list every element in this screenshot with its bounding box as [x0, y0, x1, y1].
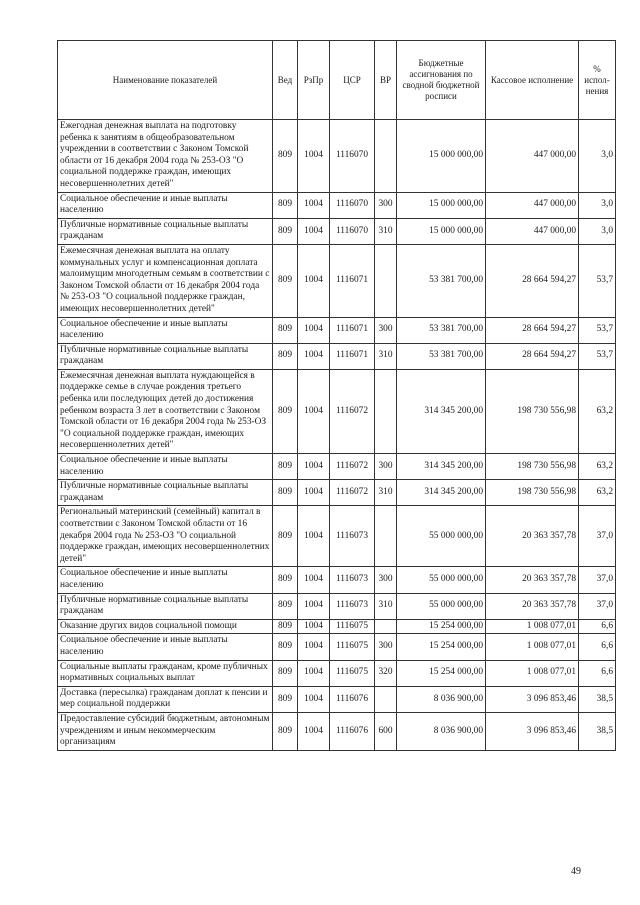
cell-rzpr: 1004: [298, 120, 330, 193]
cell-csr: 1116073: [330, 593, 375, 619]
cell-assignments: 314 345 200,00: [397, 369, 486, 453]
cell-percent: 6,6: [579, 660, 616, 686]
cell-rzpr: 1004: [298, 343, 330, 369]
cell-cash-execution: 1 008 077,01: [486, 634, 579, 660]
table-row: [58, 120, 616, 193]
cell-rzpr: 1004: [298, 660, 330, 686]
cell-assignments: 53 381 700,00: [397, 317, 486, 343]
cell-ved: 809: [273, 218, 298, 244]
cell-vr: 310: [375, 343, 397, 369]
cell-csr: 1116070: [330, 192, 375, 218]
table-row: [58, 634, 616, 660]
cell-name: Социальное обеспечение и иные выплаты населению: [58, 454, 273, 480]
cell-percent: 37,0: [579, 567, 616, 593]
cell-ved: 809: [273, 454, 298, 480]
cell-percent: 37,0: [579, 593, 616, 619]
cell-percent: 63,2: [579, 480, 616, 506]
table-row: [58, 567, 616, 593]
cell-percent: 3,0: [579, 120, 616, 193]
cell-ved: 809: [273, 712, 298, 750]
cell-assignments: 15 254 000,00: [397, 634, 486, 660]
cell-percent: 6,6: [579, 634, 616, 660]
cell-csr: 1116075: [330, 619, 375, 634]
cell-assignments: 15 254 000,00: [397, 619, 486, 634]
table-row: [58, 218, 616, 244]
budget-table-sheet: [57, 40, 615, 751]
table-row: [58, 480, 616, 506]
cell-assignments: 314 345 200,00: [397, 480, 486, 506]
cell-ved: 809: [273, 634, 298, 660]
cell-ved: 809: [273, 343, 298, 369]
cell-ved: 809: [273, 192, 298, 218]
cell-name: Ежемесячная денежная выплата нуждающейся в поддержке семье в случае рождения третьего ребенка или последующих детей до достижения ребенком возраста 3 лет в соответствии с Законом Томской области от 16 декабря 2004 года № 253-ОЗ "О социальной поддержке граждан, имеющих несовершеннолетних детей": [58, 369, 273, 453]
cell-percent: 63,2: [579, 369, 616, 453]
cell-ved: 809: [273, 567, 298, 593]
cell-cash-execution: 20 363 357,78: [486, 567, 579, 593]
cell-assignments: 15 000 000,00: [397, 120, 486, 193]
table-row: [58, 244, 616, 317]
cell-cash-execution: 198 730 556,98: [486, 480, 579, 506]
cell-ved: 809: [273, 120, 298, 193]
cell-cash-execution: 447 000,00: [486, 218, 579, 244]
cell-cash-execution: 447 000,00: [486, 192, 579, 218]
table-row: [58, 593, 616, 619]
cell-vr: 300: [375, 567, 397, 593]
cell-name: Оказание других видов социальной помощи: [58, 619, 273, 634]
cell-ved: 809: [273, 369, 298, 453]
cell-rzpr: 1004: [298, 686, 330, 712]
cell-csr: 1116071: [330, 343, 375, 369]
cell-csr: 1116072: [330, 480, 375, 506]
cell-ved: 809: [273, 506, 298, 567]
cell-ved: 809: [273, 244, 298, 317]
cell-assignments: 8 036 900,00: [397, 686, 486, 712]
cell-rzpr: 1004: [298, 244, 330, 317]
cell-assignments: 15 254 000,00: [397, 660, 486, 686]
cell-csr: 1116076: [330, 712, 375, 750]
cell-name: Ежегодная денежная выплата на подготовку ребенка к занятиям в общеобразовательном учреждении в соответствии с Законом Томской области от 16 декабря 2004 года № 253-ОЗ "О социальной поддержке граждан, имеющих несовершеннолетних детей": [58, 120, 273, 193]
cell-cash-execution: 3 096 853,46: [486, 712, 579, 750]
cell-assignments: 55 000 000,00: [397, 567, 486, 593]
table-row: [58, 454, 616, 480]
table-row: [58, 343, 616, 369]
cell-percent: 3,0: [579, 192, 616, 218]
cell-name: Доставка (пересылка) гражданам доплат к пенсии и мер социальной поддержки: [58, 686, 273, 712]
cell-rzpr: 1004: [298, 567, 330, 593]
cell-rzpr: 1004: [298, 192, 330, 218]
cell-vr: 310: [375, 480, 397, 506]
cell-vr: 600: [375, 712, 397, 750]
cell-percent: 53,7: [579, 317, 616, 343]
cell-vr: [375, 369, 397, 453]
budget-execution-table: [57, 40, 616, 751]
cell-name: Социальное обеспечение и иные выплаты населению: [58, 192, 273, 218]
cell-assignments: 55 000 000,00: [397, 593, 486, 619]
header-ved: Вед: [273, 41, 298, 120]
cell-name: Ежемесячная денежная выплата на оплату коммунальных услуг и компенсационная доплата малоимущим многодетным семьям в соответствии с Законом Томской области от 16 декабря 2004 года № 253-ОЗ "О социальной поддержке граждан, имеющих несовершеннолетних детей": [58, 244, 273, 317]
table-body: [58, 120, 616, 751]
cell-rzpr: 1004: [298, 454, 330, 480]
table-row: [58, 619, 616, 634]
cell-vr: 300: [375, 317, 397, 343]
cell-csr: 1116071: [330, 244, 375, 317]
cell-name: Социальное обеспечение и иные выплаты населению: [58, 567, 273, 593]
cell-csr: 1116073: [330, 567, 375, 593]
cell-cash-execution: 20 363 357,78: [486, 506, 579, 567]
cell-cash-execution: 28 664 594,27: [486, 343, 579, 369]
cell-cash-execution: 447 000,00: [486, 120, 579, 193]
header-vr: ВР: [375, 41, 397, 120]
cell-rzpr: 1004: [298, 218, 330, 244]
cell-rzpr: 1004: [298, 369, 330, 453]
cell-percent: 63,2: [579, 454, 616, 480]
cell-percent: 53,7: [579, 244, 616, 317]
table-header-row: [58, 41, 616, 120]
cell-csr: 1116071: [330, 317, 375, 343]
cell-rzpr: 1004: [298, 593, 330, 619]
table-row: [58, 317, 616, 343]
table-row: [58, 712, 616, 750]
cell-name: Публичные нормативные социальные выплаты гражданам: [58, 480, 273, 506]
cell-csr: 1116072: [330, 454, 375, 480]
cell-rzpr: 1004: [298, 506, 330, 567]
cell-vr: 320: [375, 660, 397, 686]
cell-assignments: 8 036 900,00: [397, 712, 486, 750]
cell-vr: [375, 506, 397, 567]
cell-csr: 1116070: [330, 120, 375, 193]
cell-name: Социальное обеспечение и иные выплаты населению: [58, 317, 273, 343]
cell-csr: 1116076: [330, 686, 375, 712]
cell-cash-execution: 198 730 556,98: [486, 454, 579, 480]
cell-name: Публичные нормативные социальные выплаты гражданам: [58, 593, 273, 619]
cell-csr: 1116075: [330, 634, 375, 660]
cell-vr: 300: [375, 454, 397, 480]
cell-csr: 1116072: [330, 369, 375, 453]
cell-percent: 37,0: [579, 506, 616, 567]
header-csr: ЦСР: [330, 41, 375, 120]
cell-vr: [375, 686, 397, 712]
cell-cash-execution: 28 664 594,27: [486, 317, 579, 343]
cell-cash-execution: 3 096 853,46: [486, 686, 579, 712]
table-row: [58, 660, 616, 686]
table-row: [58, 686, 616, 712]
cell-percent: 53,7: [579, 343, 616, 369]
cell-name: Региональный материнский (семейный) капитал в соответствии с Законом Томской области от 16 декабря 2004 года № 253-ОЗ "О социальной поддержке граждан, имеющих несовершеннолетних детей": [58, 506, 273, 567]
cell-rzpr: 1004: [298, 634, 330, 660]
cell-rzpr: 1004: [298, 619, 330, 634]
cell-name: Социальные выплаты гражданам, кроме публичных нормативных социальных выплат: [58, 660, 273, 686]
cell-cash-execution: 1 008 077,01: [486, 660, 579, 686]
cell-cash-execution: 198 730 556,98: [486, 369, 579, 453]
cell-ved: 809: [273, 317, 298, 343]
cell-name: Предоставление субсидий бюджетным, автономным учреждениям и иным некоммерческим организациям: [58, 712, 273, 750]
cell-assignments: 53 381 700,00: [397, 343, 486, 369]
cell-percent: 3,0: [579, 218, 616, 244]
header-cash-execution: Кассовое исполнение: [486, 41, 579, 120]
cell-ved: 809: [273, 593, 298, 619]
cell-rzpr: 1004: [298, 317, 330, 343]
cell-vr: 300: [375, 192, 397, 218]
table-row: [58, 369, 616, 453]
cell-rzpr: 1004: [298, 480, 330, 506]
cell-assignments: 15 000 000,00: [397, 218, 486, 244]
cell-csr: 1116070: [330, 218, 375, 244]
cell-name: Публичные нормативные социальные выплаты гражданам: [58, 218, 273, 244]
cell-percent: 6,6: [579, 619, 616, 634]
cell-vr: [375, 244, 397, 317]
header-percent: % испол-нения: [579, 41, 616, 120]
cell-name: Публичные нормативные социальные выплаты гражданам: [58, 343, 273, 369]
table-row: [58, 506, 616, 567]
cell-vr: [375, 120, 397, 193]
cell-vr: [375, 619, 397, 634]
cell-ved: 809: [273, 686, 298, 712]
cell-percent: 38,5: [579, 686, 616, 712]
cell-rzpr: 1004: [298, 712, 330, 750]
cell-vr: 300: [375, 634, 397, 660]
cell-assignments: 53 381 700,00: [397, 244, 486, 317]
header-rzpr: РзПр: [298, 41, 330, 120]
cell-cash-execution: 1 008 077,01: [486, 619, 579, 634]
cell-percent: 38,5: [579, 712, 616, 750]
cell-name: Социальное обеспечение и иные выплаты населению: [58, 634, 273, 660]
cell-assignments: 15 000 000,00: [397, 192, 486, 218]
header-name: Наименование показателей: [58, 41, 273, 120]
cell-csr: 1116075: [330, 660, 375, 686]
table-row: [58, 192, 616, 218]
cell-assignments: 314 345 200,00: [397, 454, 486, 480]
cell-assignments: 55 000 000,00: [397, 506, 486, 567]
cell-vr: 310: [375, 218, 397, 244]
cell-ved: 809: [273, 660, 298, 686]
page-number: 49: [571, 866, 581, 877]
cell-cash-execution: 28 664 594,27: [486, 244, 579, 317]
cell-cash-execution: 20 363 357,78: [486, 593, 579, 619]
cell-vr: 310: [375, 593, 397, 619]
cell-ved: 809: [273, 619, 298, 634]
cell-ved: 809: [273, 480, 298, 506]
cell-csr: 1116073: [330, 506, 375, 567]
header-assignments: Бюджетные ассигнования по сводной бюджетной росписи: [397, 41, 486, 120]
